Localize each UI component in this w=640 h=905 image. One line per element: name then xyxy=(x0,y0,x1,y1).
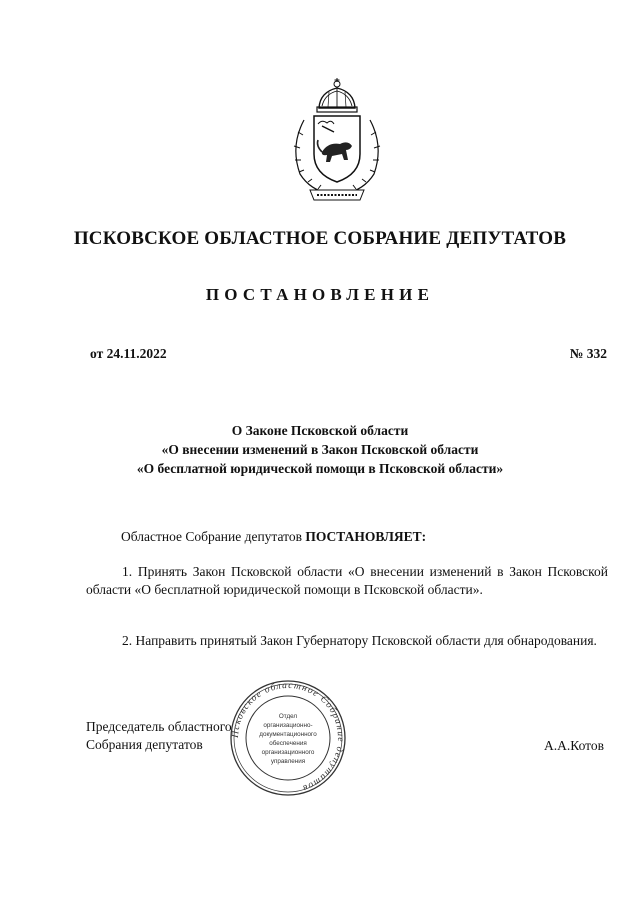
stamp-inner-line: организационно- xyxy=(263,722,313,729)
document-number: № 332 xyxy=(569,346,607,361)
stamp-outer-text: Псковское областное Собрание депутатов xyxy=(230,680,346,793)
preamble-text: Областное Собрание депутатов xyxy=(121,529,302,544)
preamble xyxy=(121,528,608,546)
document-date: от 24.11.2022 xyxy=(90,346,167,361)
subject-line: «О внесении изменений в Закон Псковской области xyxy=(161,442,479,457)
document-subject xyxy=(0,421,640,478)
organization-title: ПСКОВСКОЕ ОБЛАСТНОЕ СОБРАНИЕ ДЕПУТАТОВ xyxy=(73,228,567,249)
resolution-item-1: 1. Принять Закон Псковской области «О внесении изменений в Закон Псковской области «О бесплатной юридической помощи в Псковской области». xyxy=(86,564,608,597)
document-type-title: ПОСТАНОВЛЕНИЕ xyxy=(205,285,435,304)
stamp-inner-line: документационного xyxy=(259,731,317,738)
signatory-name: А.А.Котов xyxy=(544,738,604,753)
subject-line: «О бесплатной юридической помощи в Псковской области» xyxy=(136,461,504,476)
signatory-position-line: Собрания депутатов xyxy=(86,737,203,752)
stamp-inner-line: обеспечения xyxy=(269,740,307,747)
signatory-position-line: Председатель областного xyxy=(86,719,232,734)
subject-line: О Законе Псковской области xyxy=(231,423,409,438)
stamp-inner-line: управления xyxy=(270,758,306,765)
stamp-inner-line: организационного xyxy=(261,749,315,756)
resolution-item-2: 2. Направить принятый Закон Губернатору Псковской области для обнародования. xyxy=(122,633,597,648)
preamble-action: ПОСТАНОВЛЯЕТ: xyxy=(305,529,427,544)
signatory-position xyxy=(86,718,232,754)
pskov-coat-of-arms-icon xyxy=(284,74,390,204)
stamp-inner-line: Отдел xyxy=(278,713,298,720)
official-stamp xyxy=(228,678,348,798)
